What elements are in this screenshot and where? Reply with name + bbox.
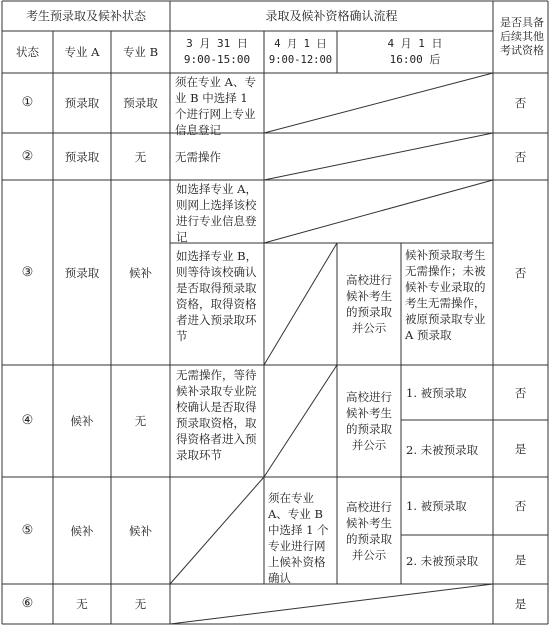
- row-5-option-2: 2. 未被预录取: [406, 554, 479, 568]
- row-4-eligibility-2: 是: [514, 441, 527, 456]
- row-4-university-step: 高校进行候补考生的预录取并公示: [346, 390, 392, 452]
- status-column-header: 状态: [16, 45, 39, 59]
- row-6-status: ⑥: [21, 596, 34, 611]
- major-b-column-header: 专业 B: [122, 45, 159, 59]
- row-5-major-b: 候补: [129, 523, 152, 538]
- eligibility-header: 是否具备后续其他考试资格: [500, 16, 544, 57]
- row-4-option-2: 2. 未被预录取: [406, 443, 479, 457]
- row-3-status: ③: [21, 264, 34, 280]
- row-1-status: ①: [21, 95, 34, 110]
- row-3-step-a: 如选择专业 A，则网上选择该校进行专业信息登记: [176, 182, 257, 244]
- row-4-major-b: 无: [134, 414, 147, 428]
- row-3-final-step: 候补预录取考生无需操作；未被候补专业录取的考生无需操作，被原预录取专业 A 预录取: [405, 248, 486, 342]
- time-column-1: 3 月 31 日 9:00-15:00: [183, 37, 251, 66]
- row-5-major-a: 候补: [70, 523, 94, 538]
- row-1-major-b: 预录取: [123, 96, 158, 110]
- row-4-status: ④: [21, 413, 34, 428]
- row-5-confirm-step: 须在专业 A、专业 B 中选择 1 个专业进行网上候补资格确认: [268, 491, 329, 585]
- time-column-3: 4 月 1 日 16:00 后: [387, 37, 443, 66]
- row-4-eligibility-1: 否: [514, 385, 527, 400]
- row-5-eligibility-1: 否: [514, 499, 527, 513]
- row-1-major-a: 预录取: [64, 96, 100, 110]
- row-4-major-a: 候补: [70, 414, 94, 428]
- row-5-eligibility-2: 是: [514, 552, 527, 567]
- row-1-step: 须在专业 A、专业 B 中选择 1 个进行网上专业信息登记: [175, 75, 256, 137]
- row-2-step: 无需操作: [175, 150, 221, 164]
- row-4-option-1: 1. 被预录取: [406, 386, 467, 400]
- row-3-step-b: 如选择专业 B，则等待该校确认是否取得预录取资格，取得资格者进入预录取环节: [176, 249, 258, 343]
- row-6-major-b: 无: [134, 597, 147, 611]
- time-column-2: 4 月 1 日 9:00-12:00: [268, 38, 333, 66]
- status-group-header: 考生预录取及候补状态: [25, 9, 146, 23]
- row-2-major-a: 预录取: [64, 149, 100, 164]
- row-6-eligibility: 是: [514, 597, 527, 611]
- row-1-eligibility: 否: [514, 96, 527, 110]
- row-3-major-b: 候补: [129, 265, 152, 280]
- row-5-option-1: 1. 被预录取: [406, 499, 467, 513]
- row-3-major-a: 预录取: [64, 265, 100, 280]
- row-2-status: ②: [21, 148, 34, 164]
- row-2-eligibility: 否: [514, 149, 527, 164]
- flow-group-header: 录取及候补资格确认流程: [265, 9, 398, 23]
- major-a-column-header: 专业 A: [64, 45, 100, 59]
- row-5-status: ⑤: [21, 522, 34, 538]
- row-3-eligibility: 否: [514, 265, 527, 280]
- row-5-university-step: 高校进行候补考生的预录取并公示: [346, 499, 392, 562]
- row-4-step: 无需操作，等待候补录取专业院校确认是否取得预录取资格，取得资格者进入预录取环节: [176, 368, 257, 462]
- row-2-major-b: 无: [134, 149, 147, 164]
- row-3-university-step: 高校进行候补考生的预录取并公示: [346, 273, 392, 335]
- row-6-major-a: 无: [76, 597, 88, 611]
